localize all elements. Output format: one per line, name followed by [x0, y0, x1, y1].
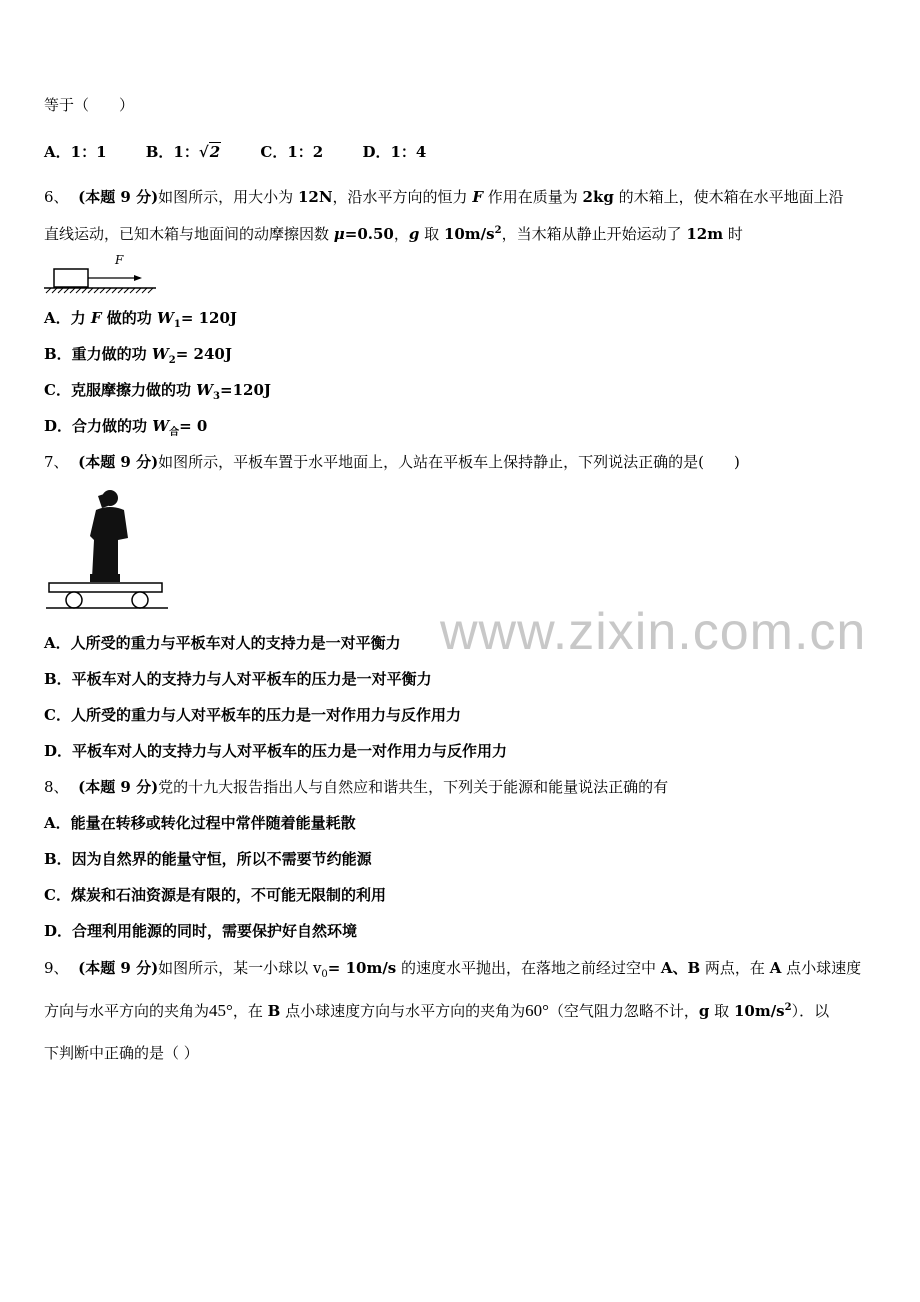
option-c: C．1：2 [260, 143, 324, 161]
q9-line1: 9、 (本题 9 分)如图所示，某一小球以 $v_0= 10m/s$ 的速度水平抛出，在落地之前经过空中 A、B 两点，在 A 点小球速度 [44, 959, 862, 980]
q8-option-c: C．煤炭和石油资源是有限的，不可能无限制的利用 [44, 886, 386, 904]
question-tail: 等于（ ） [44, 96, 135, 114]
left-wheel [66, 592, 82, 608]
q7-option-a: A．人所受的重力与平板车对人的支持力是一对平衡力 [44, 634, 401, 652]
q6-option-c: C．克服摩擦力做的功 $W_3=120J$ [44, 381, 271, 402]
q6-option-b: B．重力做的功 $W_2= 240J$ [44, 345, 232, 366]
watermark: www.zixin.com.cn [440, 603, 867, 661]
q6-option-d: D．合力做的功 $W_合= 0$ [44, 417, 208, 438]
q7-stem: 7、 (本题 9 分)如图所示，平板车置于水平地面上，人站在平板车上保持静止，下列说法正确的是( ) [44, 453, 740, 471]
cart-board [49, 583, 162, 592]
cart-person-diagram [44, 486, 170, 614]
option-b: B．1：√2 [145, 143, 221, 161]
force-arrow-head [134, 275, 142, 281]
person-body [90, 507, 128, 578]
option-d: D．1：4 [362, 143, 427, 161]
q8-option-d: D．合理利用能源的同时，需要保护好自然环境 [44, 922, 358, 940]
q6-option-a: A．力 F 做的功 $W_1= 120J$ [44, 309, 238, 330]
sqrt-symbol: √2 [198, 143, 221, 161]
q7-option-d: D．平板车对人的支持力与人对平板车的压力是一对作用力与反作用力 [44, 742, 508, 760]
box-force-diagram [42, 252, 162, 298]
q8-option-b: B．因为自然界的能量守恒，所以不需要节约能源 [44, 850, 372, 868]
q8-stem: 8、 (本题 9 分)党的十九大报告指出人与自然应和谐共生，下列关于能源和能量说法正确的有 [44, 778, 669, 796]
q9-line2: 方向与水平方向的夹角为45°，在 B 点小球速度方向与水平方向的夹角为60°（空气阻力忽略不计，g 取 $10m/s^2$）．以 [44, 1001, 830, 1020]
q7-option-c: C．人所受的重力与人对平板车的压力是一对作用力与反作用力 [44, 706, 461, 724]
q6-line1: 6、 (本题 9 分)如图所示，用大小为 12N，沿水平方向的恒力 F 作用在质量为 2kg 的木箱上，使木箱在水平地面上沿 [44, 188, 844, 206]
force-label: F [115, 253, 124, 267]
option-a: A．1：1 [44, 143, 107, 161]
q9-line3: 下判断中正确的是（ ） [44, 1044, 199, 1062]
q6-line2: 直线运动，已知木箱与地面间的动摩擦因数 μ=0.50，g 取 $10m/s^2$，当木箱从静止开始运动了 12m 时 [44, 225, 743, 243]
wooden-box [54, 269, 88, 287]
top-options [44, 142, 460, 162]
right-wheel [132, 592, 148, 608]
q7-option-b: B．平板车对人的支持力与人对平板车的压力是一对平衡力 [44, 670, 432, 688]
q8-option-a: A．能量在转移或转化过程中常伴随着能量耗散 [44, 814, 356, 832]
